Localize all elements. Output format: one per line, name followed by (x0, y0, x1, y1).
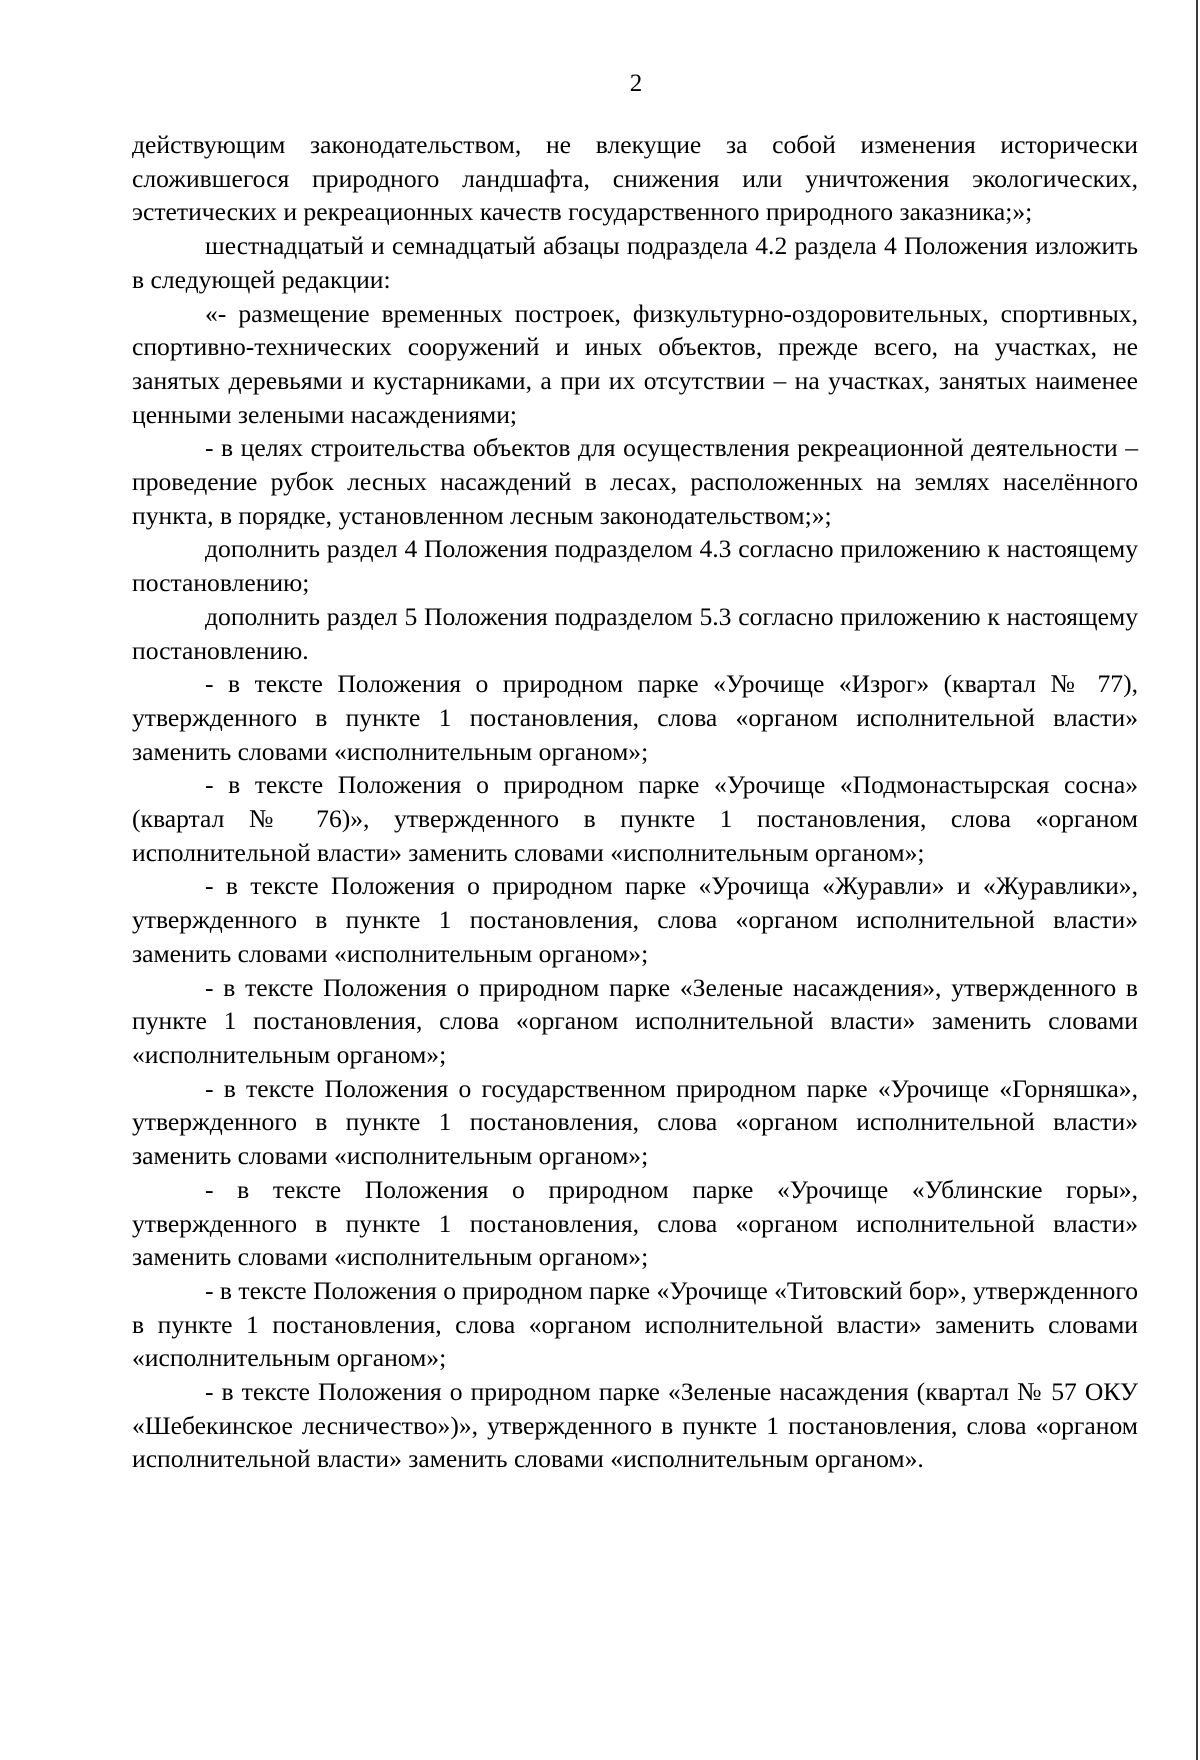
paragraph-kvartal-57: - в тексте Положения о природном парке «Зеленые насаждения (квартал № 57 ОКУ «Шебекинское лесничество»)», утвержденного в пункте 1 постановления, слова «органом исполнительной власти» заменить словами «исполнительным органом». (132, 1377, 1138, 1474)
paragraph-amend-subsection-4-2: шестнадцатый и семнадцатый абзацы подраздела 4.2 раздела 4 Положения изложить в следующей редакции: (132, 231, 1138, 294)
scan-edge-line (1196, 0, 1198, 1760)
paragraph-zelenye-nasazhdeniya: - в тексте Положения о природном парке «Зеленые насаждения», утвержденного в пункте 1 постановления, слова «органом исполнительной власти» заменить словами «исполнительным органом»; (132, 972, 1138, 1069)
paragraph-izrog: - в тексте Положения о природном парке «Урочище «Изрог» (квартал № 77), утвержденного в пункте 1 постановления, слова «органом исполнительной власти» заменить словами «исполнительным органом»; (132, 669, 1138, 766)
paragraph-zhuravli: - в тексте Положения о природном парке «Урочища «Журавли» и «Журавлики», утвержденного в пункте 1 постановления, слова «органом исполнительной власти» заменить словами «исполнительным органом»; (132, 871, 1138, 968)
paragraph-ublinskie-gory: - в тексте Положения о природном парке «Урочище «Ублинские горы», утвержденного в пункте 1 постановления, слова «органом исполнительной власти» заменить словами «исполнительным органом»; (132, 1174, 1138, 1272)
paragraph-add-subsection-4-3: дополнить раздел 4 Положения подразделом 4.3 согласно приложению к настоящему постановлению; (132, 534, 1138, 598)
paragraph-continuation: действующим законодательством, не влекущие за собой изменения исторически сложившегося природного ландшафта, снижения или уничтожения экологических, эстетических и рекреационных качеств государственного природного заказника;»; (132, 130, 1138, 227)
document-body (132, 128, 1138, 1476)
paragraph-forest-cutting: - в целях строительства объектов для осуществления рекреационной деятельности – проведение рубок лесных насаждений в лесах, расположенных на землях населённого пункта, в порядке, установленном лесным законодательством;»; (132, 433, 1138, 530)
paragraph-titovskiy-bor: - в тексте Положения о природном парке «Урочище «Титовский бор», утвержденного в пункте 1 постановления, слова «органом исполнительной власти» заменить словами «исполнительным органом»; (132, 1275, 1138, 1373)
paragraph-temporary-buildings: «- размещение временных построек, физкультурно-оздоровительных, спортивных, спортивно-технических сооружений и иных объектов, прежде всего, на участках, не занятых деревьями и кустарниками, а при их отсутствии – на участках, занятых наименее ценными зелеными насаждениями; (132, 298, 1138, 429)
paragraph-add-subsection-5-3: дополнить раздел 5 Положения подразделом 5.3 согласно приложению к настоящему постановлению. (132, 601, 1138, 665)
paragraph-gornyashka: - в тексте Положения о государственном природном парке «Урочище «Горняшка», утвержденного в пункте 1 постановления, слова «органом исполнительной власти» заменить словами «исполнительным органом»; (132, 1073, 1138, 1171)
page-number: 2 (629, 70, 643, 97)
paragraph-podmonastyrskaya: - в тексте Положения о природном парке «Урочище «Подмонастырская сосна» (квартал № 76)», утвержденного в пункте 1 постановления, слова «органом исполнительной власти» заменить словами «исполнительным органом»; (132, 770, 1138, 867)
